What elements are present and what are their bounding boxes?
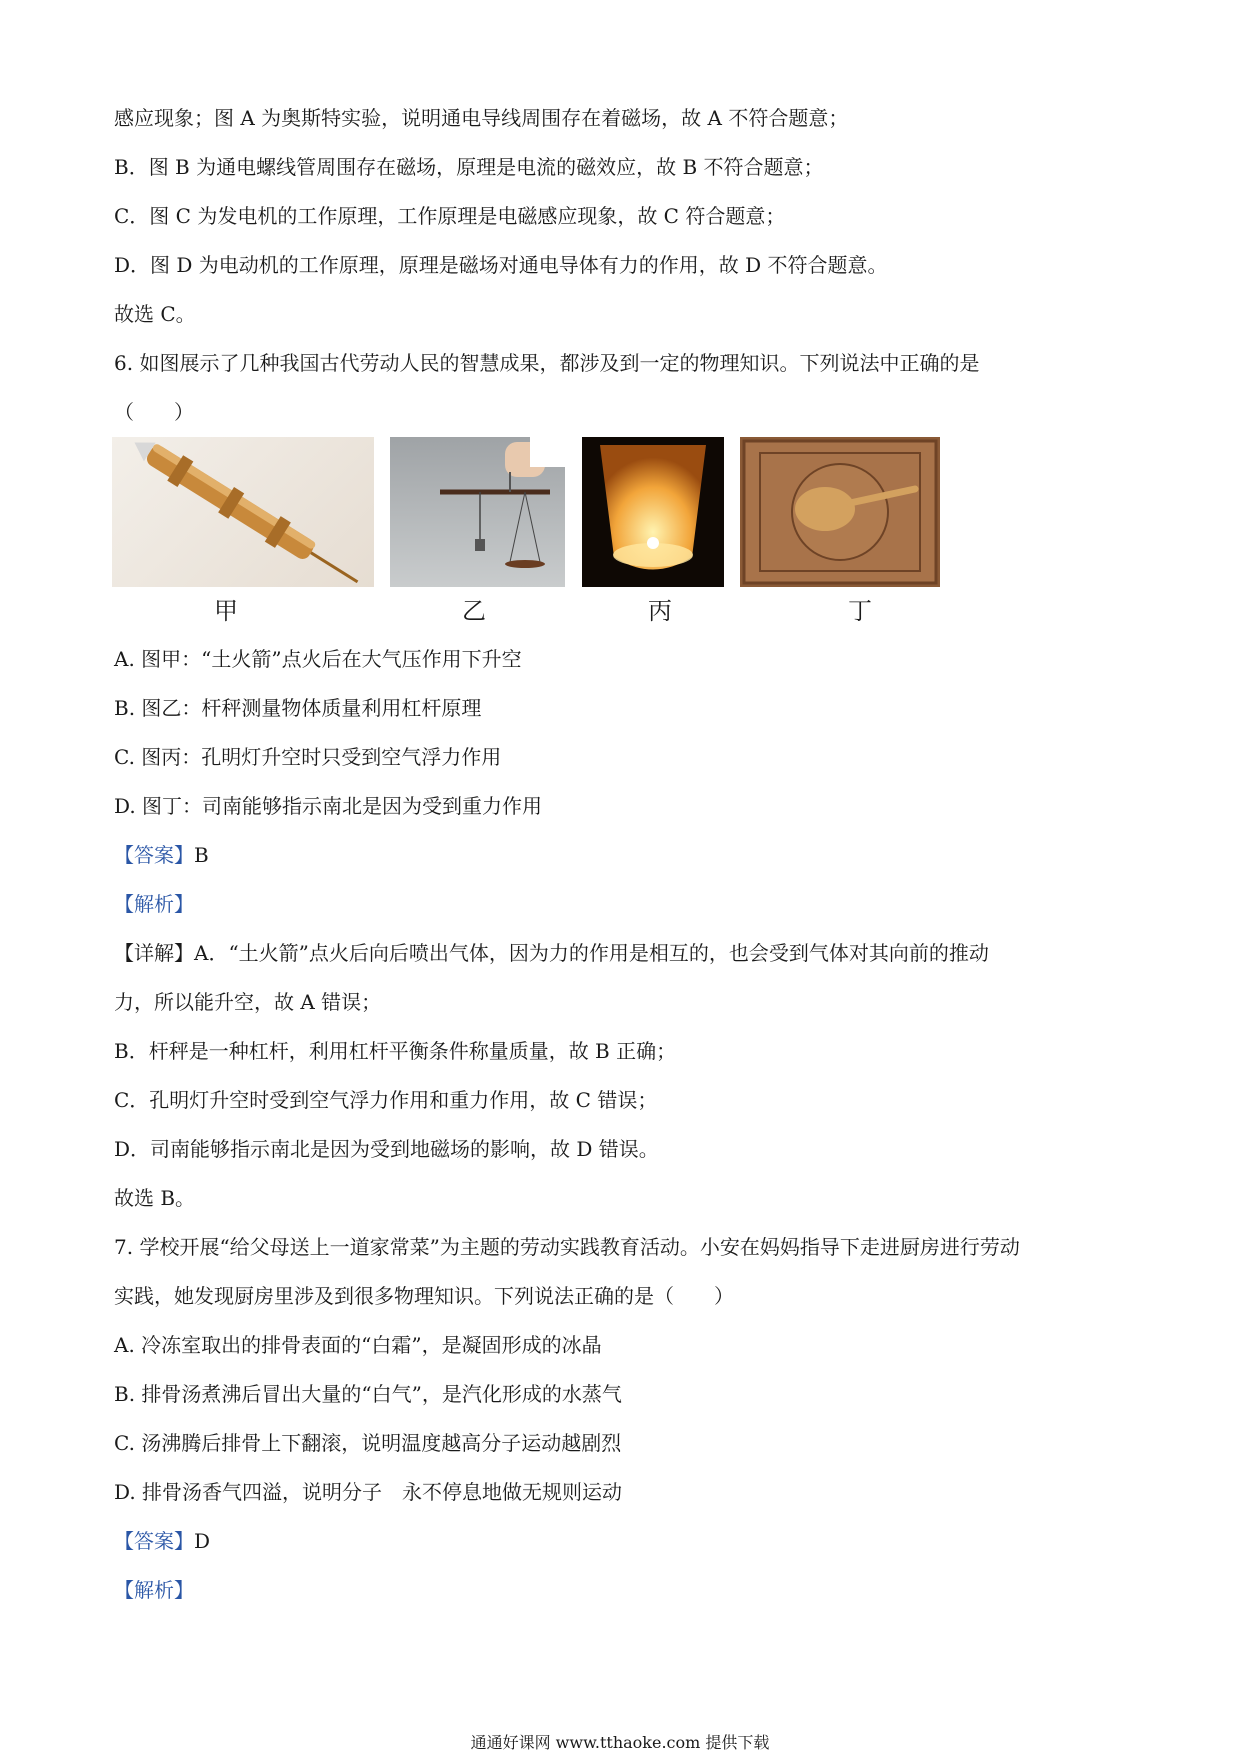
- analysis-tag: 【解析】: [114, 892, 194, 916]
- q7-option-b: B. 排骨汤煮沸后冒出大量的“白气”，是汽化形成的水蒸气: [114, 1382, 622, 1406]
- answer-value: D: [194, 1529, 211, 1553]
- q6-option-b: B. 图乙：杆秤测量物体质量利用杠杆原理: [114, 696, 482, 720]
- sinan-compass-image: [740, 437, 940, 587]
- q7-answer: [114, 1528, 210, 1554]
- text-line: D．图 D 为电动机的工作原理，原理是磁场对通电导体有力的作用，故 D 不符合题意。: [114, 253, 888, 277]
- q6-analysis: [114, 891, 194, 917]
- answer-tag: 【答案】: [114, 843, 194, 867]
- q7-option-a: A. 冷冻室取出的排骨表面的“白霜”，是凝固形成的冰晶: [114, 1333, 602, 1357]
- answer-tag: 【答案】: [114, 1529, 194, 1553]
- text-line: C．图 C 为发电机的工作原理，工作原理是电磁感应现象，故 C 符合题意；: [114, 204, 786, 228]
- page-footer: 通通好课网 www.tthaoke.com 提供下载: [470, 1733, 770, 1752]
- text-line: 故选 C。: [114, 302, 196, 326]
- figure-caption: 丙: [648, 597, 672, 625]
- q6-detail-c: C．孔明灯升空时受到空气浮力作用和重力作用，故 C 错误；: [114, 1088, 658, 1112]
- q6-stem-paren: （ ）: [114, 400, 194, 424]
- detail-text: A．“土火箭”点火后向后喷出气体，因为力的作用是相互的，也会受到气体对其向前的推动: [194, 941, 989, 965]
- steelyard-image: [390, 437, 565, 587]
- analysis-tag: 【解析】: [114, 1578, 194, 1602]
- text-line: B．图 B 为通电螺线管周围存在磁场，原理是电流的磁效应，故 B 不符合题意；: [114, 155, 824, 179]
- q6-stem: 6. 如图展示了几种我国古代劳动人民的智慧成果，都涉及到一定的物理知识。下列说法中正确的是: [114, 351, 980, 375]
- q7-stem-cont: 实践，她发现厨房里涉及到很多物理知识。下列说法正确的是（ ）: [114, 1284, 734, 1308]
- earth-rocket-image: [112, 437, 374, 587]
- q6-detail-cont: 力，所以能升空，故 A 错误；: [114, 990, 382, 1014]
- figure-caption: 丁: [848, 597, 872, 625]
- q6-answer: [114, 842, 209, 868]
- q6-detail-b: B．杆秤是一种杠杆，利用杠杆平衡条件称量质量，故 B 正确；: [114, 1039, 677, 1063]
- text-line: 感应现象；图 A 为奥斯特实验，说明通电导线周围存在着磁场，故 A 不符合题意；: [114, 106, 849, 130]
- q7-stem: 7. 学校开展“给父母送上一道家常菜”为主题的劳动实践教育活动。小安在妈妈指导下走进厨房进行劳动: [114, 1235, 1020, 1259]
- q6-option-a: A. 图甲：“土火箭”点火后在大气压作用下升空: [114, 647, 522, 671]
- figure-caption: 乙: [462, 597, 486, 625]
- kongming-lantern-image: [582, 437, 724, 587]
- q6-conclusion: 故选 B。: [114, 1186, 196, 1210]
- figure-caption: 甲: [214, 597, 238, 625]
- detail-tag: 【详解】: [114, 941, 194, 965]
- q6-detail-d: D．司南能够指示南北是因为受到地磁场的影响，故 D 错误。: [114, 1137, 659, 1161]
- q7-analysis: [114, 1577, 194, 1603]
- q6-detail: [114, 940, 989, 966]
- q6-option-d: D. 图丁：司南能够指示南北是因为受到重力作用: [114, 794, 543, 818]
- answer-value: B: [194, 843, 209, 867]
- q6-option-c: C. 图丙：孔明灯升空时只受到空气浮力作用: [114, 745, 502, 769]
- q7-option-c: C. 汤沸腾后排骨上下翻滚，说明温度越高分子运动越剧烈: [114, 1431, 622, 1455]
- q7-option-d: D. 排骨汤香气四溢，说明分子 永不停息地做无规则运动: [114, 1480, 623, 1504]
